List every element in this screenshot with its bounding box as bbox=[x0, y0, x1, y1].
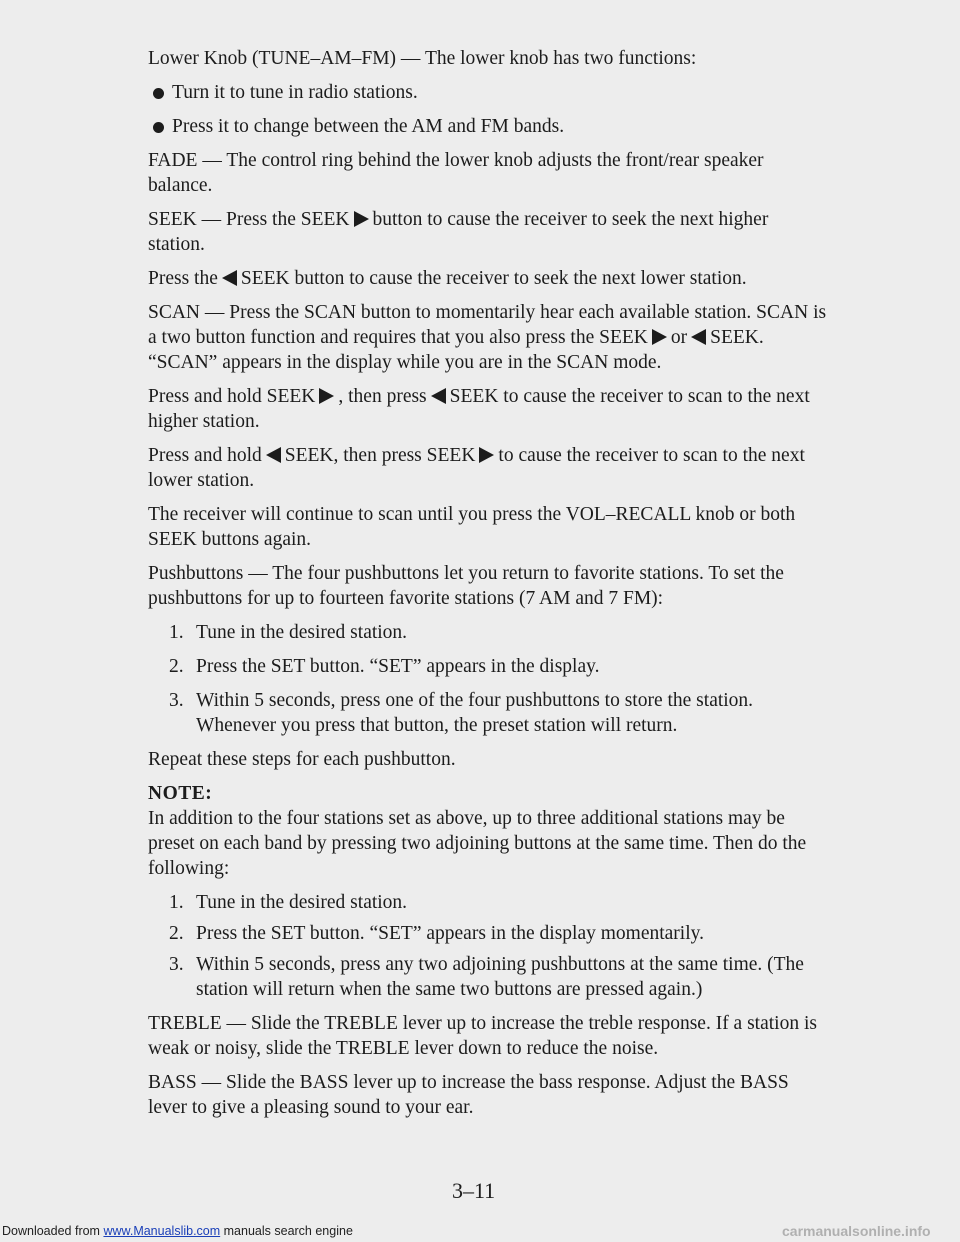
paragraph-repeat: Repeat these steps for each pushbutton. bbox=[148, 749, 456, 770]
paragraph-seek bbox=[148, 207, 828, 257]
seek-left-arrow-icon bbox=[222, 270, 237, 286]
step-text: Within 5 seconds, press any two adjoining pushbuttons at the same time. (The station will return when the same two buttons are pressed again.) bbox=[196, 954, 804, 1000]
seek-right-arrow-icon bbox=[354, 211, 369, 227]
seek-right-arrow-icon bbox=[319, 388, 334, 404]
bullet-item bbox=[148, 80, 828, 105]
bullet-dot-icon bbox=[153, 122, 164, 133]
hold-text: SEEK to cause the receiver to scan to the next higher station. bbox=[148, 386, 810, 432]
step-number: 3. bbox=[169, 954, 184, 975]
hold-text: Press and hold SEEK bbox=[148, 386, 316, 407]
seek-right-arrow-icon bbox=[479, 447, 494, 463]
paragraph-lower-knob: Lower Knob (TUNE–AM–FM) — The lower knob has two functions: bbox=[148, 48, 697, 69]
bullet-dot-icon bbox=[153, 88, 164, 99]
paragraph-hold-higher bbox=[148, 384, 828, 434]
paragraph-treble: TREBLE — Slide the TREBLE lever up to increase the treble response. If a station is weak or noisy, slide the TREBLE lever down to reduce the noise. bbox=[148, 1013, 817, 1059]
watermark-text: carmanualsonline.info bbox=[782, 1223, 931, 1239]
seek-right-arrow-icon bbox=[652, 329, 667, 345]
list-item bbox=[148, 688, 828, 738]
seek-text: Press the bbox=[148, 268, 218, 289]
step-number: 1. bbox=[169, 622, 184, 643]
footer-suffix: manuals search engine bbox=[220, 1224, 353, 1238]
list-item bbox=[148, 654, 828, 679]
bullet-item bbox=[148, 114, 828, 139]
hold-text: Press and hold bbox=[148, 445, 262, 466]
paragraph-continue: The receiver will continue to scan until you press the VOL–RECALL knob or both SEEK buttons again. bbox=[148, 504, 796, 550]
paragraph-seek-lower bbox=[148, 266, 828, 291]
step-number: 3. bbox=[169, 690, 184, 711]
hold-text: , then press bbox=[338, 386, 427, 407]
bullet-text: Turn it to tune in radio stations. bbox=[172, 82, 418, 103]
step-text: Tune in the desired station. bbox=[196, 622, 408, 643]
seek-text: SEEK — Press the SEEK bbox=[148, 209, 350, 230]
page-number: 3–11 bbox=[452, 1178, 496, 1203]
steps-list-primary bbox=[148, 620, 828, 738]
step-text: Press the SET button. “SET” appears in the display. bbox=[196, 656, 600, 677]
step-text: Tune in the desired station. bbox=[196, 892, 408, 913]
paragraph-bass: BASS — Slide the BASS lever up to increase the bass response. Adjust the BASS lever to give a pleasing sound to your ear. bbox=[148, 1072, 789, 1118]
step-number: 2. bbox=[169, 656, 184, 677]
list-item bbox=[148, 952, 828, 1002]
hold-text: to cause the receiver to scan to the next lower station. bbox=[148, 445, 805, 491]
seek-text: SEEK button to cause the receiver to seek the next lower station. bbox=[240, 268, 747, 289]
paragraph-pushbuttons: Pushbuttons — The four pushbuttons let you return to favorite stations. To set the pushbuttons for up to fourteen favorite stations (7 AM and 7 FM): bbox=[148, 563, 784, 609]
footer-prefix: Downloaded from bbox=[2, 1224, 104, 1238]
step-text: Press the SET button. “SET” appears in the display momentarily. bbox=[196, 923, 704, 944]
steps-list-secondary bbox=[148, 890, 828, 1002]
bullet-text: Press it to change between the AM and FM bands. bbox=[172, 116, 565, 137]
page-content bbox=[148, 46, 828, 1129]
list-item bbox=[148, 921, 828, 946]
scan-text: or bbox=[670, 327, 688, 348]
step-text: Within 5 seconds, press one of the four pushbuttons to store the station. Whenever you press that button, the preset station will return. bbox=[196, 690, 754, 736]
paragraph-note: In addition to the four stations set as above, up to three additional stations may be preset on each band by pressing two adjoining buttons at the same time. Then do the following: bbox=[148, 808, 807, 879]
seek-left-arrow-icon bbox=[431, 388, 446, 404]
paragraph-hold-lower bbox=[148, 443, 828, 493]
seek-left-arrow-icon bbox=[691, 329, 706, 345]
paragraph-scan bbox=[148, 300, 828, 375]
scan-text: SEEK. “SCAN” appears in the display while you are in the SCAN mode. bbox=[148, 327, 764, 373]
note-heading: NOTE: bbox=[148, 783, 213, 804]
list-item bbox=[148, 890, 828, 915]
hold-text: SEEK, then press SEEK bbox=[284, 445, 476, 466]
seek-left-arrow-icon bbox=[266, 447, 281, 463]
seek-text: button to cause the receiver to seek the next higher station. bbox=[148, 209, 769, 255]
download-footer bbox=[2, 1224, 353, 1238]
step-number: 1. bbox=[169, 892, 184, 913]
scan-text: SCAN — Press the SCAN button to momentarily hear each available station. SCAN is a two button function and requires that you also press the SEEK bbox=[148, 302, 827, 348]
list-item bbox=[148, 620, 828, 645]
manualslib-link[interactable]: www.Manualslib.com bbox=[103, 1224, 221, 1238]
paragraph-fade: FADE — The control ring behind the lower knob adjusts the front/rear speaker balance. bbox=[148, 150, 764, 196]
step-number: 2. bbox=[169, 923, 184, 944]
